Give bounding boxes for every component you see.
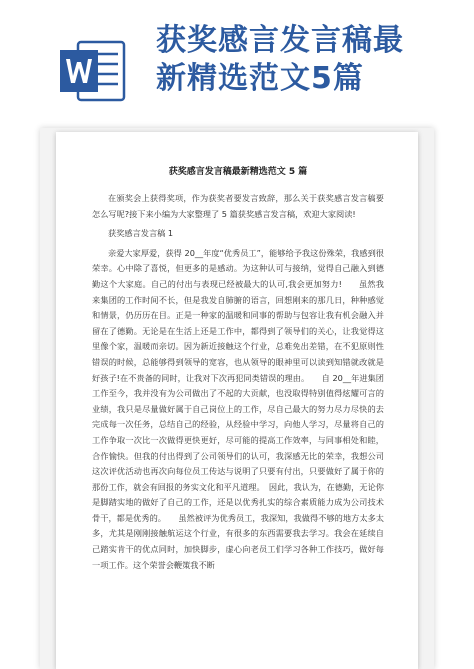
banner-title-line2: 新精选范文5篇 xyxy=(156,61,364,96)
word-icon xyxy=(60,40,126,102)
document-page xyxy=(56,132,418,669)
document-body xyxy=(92,191,384,573)
banner-title xyxy=(156,22,456,98)
banner xyxy=(0,0,474,128)
banner-title-line1: 获奖感言发言稿最 xyxy=(156,23,404,58)
document-title: 获奖感言发言稿最新精选范文 5 篇 xyxy=(168,167,308,177)
intro-paragraph: 在颁奖会上获得奖项，作为获奖者要发言致辞，那么关于获奖感言发言稿要怎么写呢?接下来小编为大家整理了 5 篇获奖感言发言稿，欢迎大家阅读! xyxy=(92,193,384,219)
body-paragraph: 亲爱大家厚爱，获得 20__年度“优秀员工”，能够给予我这份殊荣，我感到很荣幸。心中除了喜悦，但更多的是感动。为这种认可与接纳，觉得自己融入到德勤这个大家庭。自己的付出与表现已经被最大的认可,我会更加努力! 虽然我来集团的工作时间不长，但是我发自肺腑的语言，回想刚来的那几日，种种感觉和情景，仍历历在目。正是一种家的温暖和同事的帮助与包容让我有机会融入并留在了德勤。无论是在生活上还是工作中，都得到了领导们的关心，让我觉得这里像个家，温暖而亲切。因为新近接触这个行业，总难免出差错，在不犯原则性错误的时候，总能够得到领导的宽容，也从领导的眼神里可以读到知错就改就是好孩子!在不贵备的同时，让我对下次再犯同类错误的理由。 自 20__年进集团工作至今，我并没有为公司做出了不起的大贡献，也没取得特别值得炫耀可言的业绩，我只是尽量做好属于自己岗位上的工作，尽自己最大的努力尽力尽快的去完成每一次任务，总结自己的经验，从经验中学习，向他人学习，尽量将自己的工作争取一次比一次做得更快更好，尽可能的提高工作效率，与同事相处和睦，合作愉快。但我的付出得到了公司领导们的认可，我深感无比的荣幸，我想公司这次评优活动也再次向每位员工传达与说明了只要有付出，只要做好了属于你的那份工作，就会有回报的务实文化和平凡道理。 因此，我认为，在德勤，无论你是脚踏实地的做好了自己的工作，还是以优秀扎实的综合素质能力成为公司技术骨干，都是优秀的。 虽然被评为优秀员工，我深知，我做得不够的地方太多太多，尤其是刚刚接触航运这个行业，有很多的东西需要我去学习。我会在延续自己踏实肯干的优点同时，加快脚步，虚心向老员工们学习各种工作技巧，做好每一项工作。这个荣誉会鞭策我不断 xyxy=(92,247,384,570)
section-heading: 获奖感言发言稿 1 xyxy=(108,228,174,239)
